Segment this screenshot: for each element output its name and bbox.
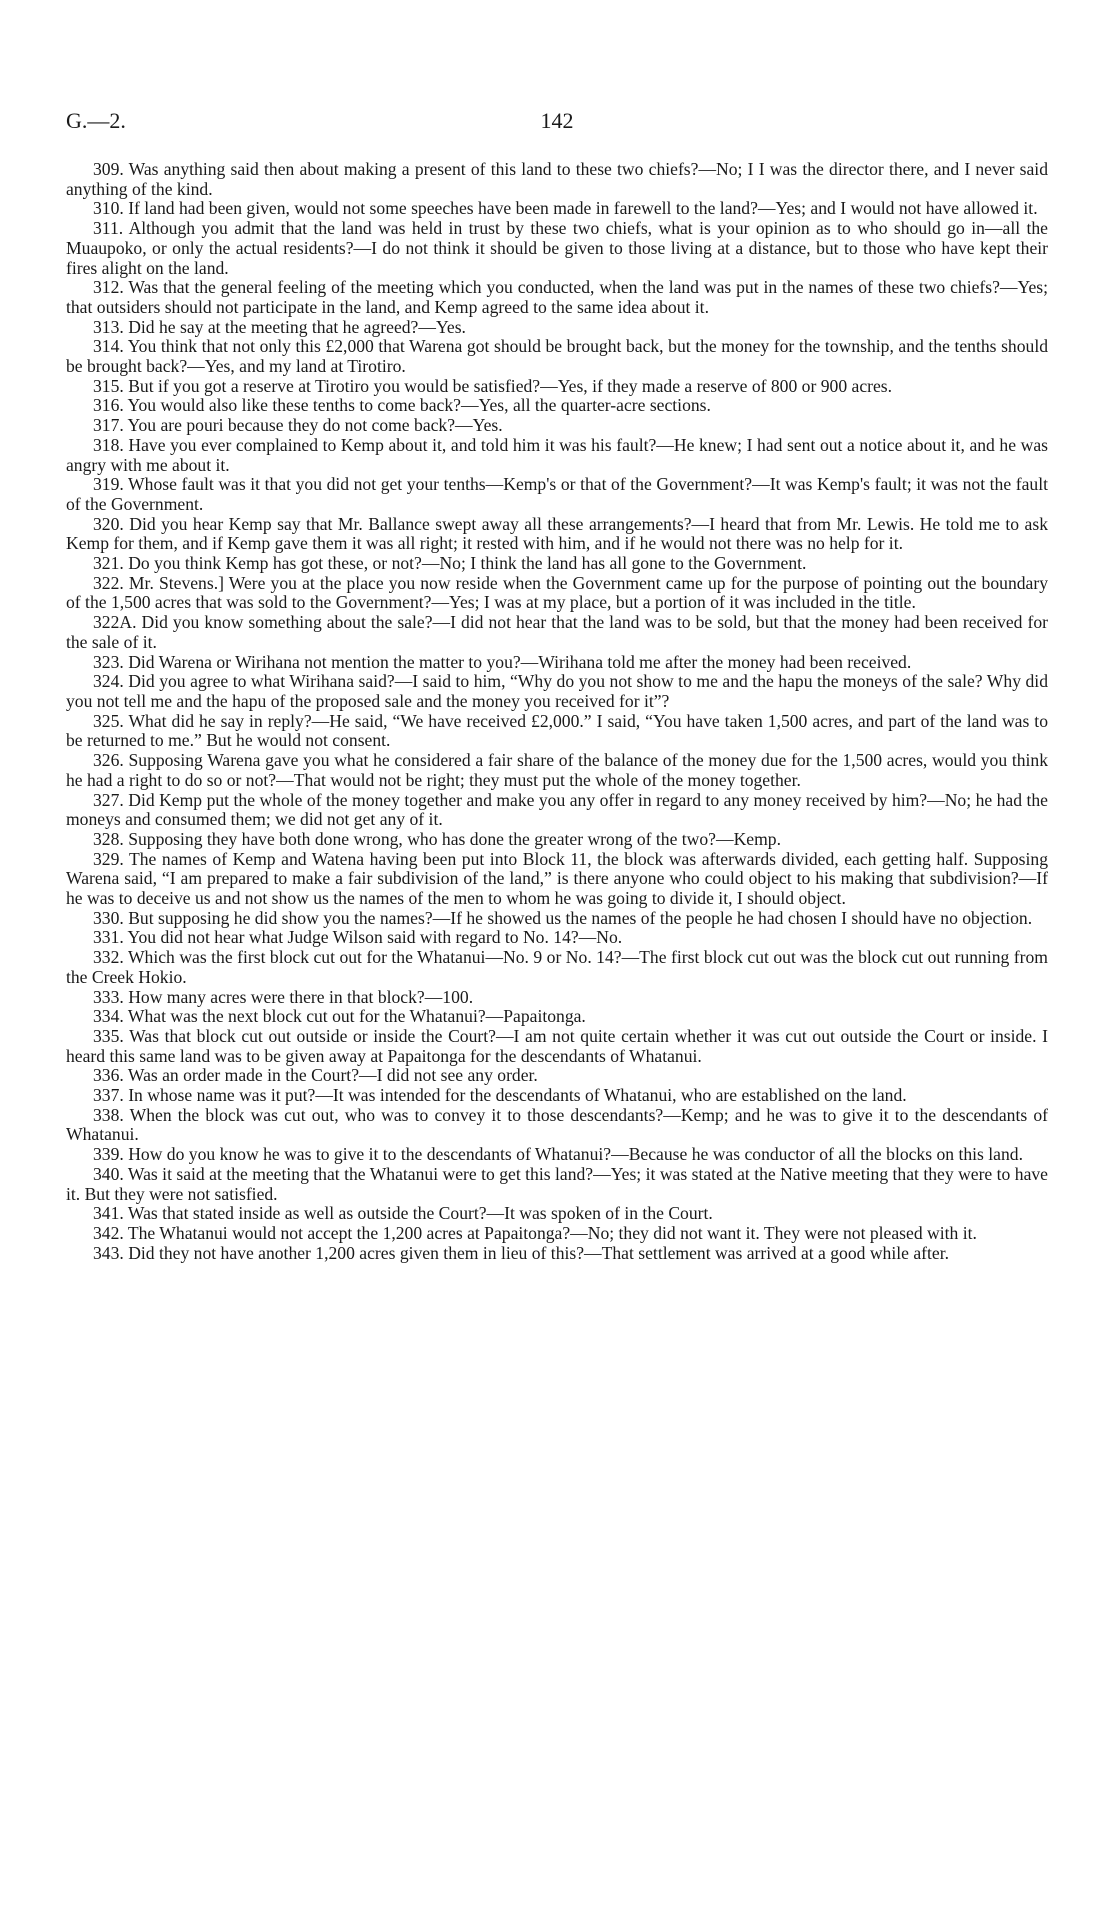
- question-paragraph: 325. What did he say in reply?—He said, “We have received £2,000.” I said, “You have taken 1,500 acres, and part of the land was to be returned to me.” But he would not consent.: [66, 710, 1048, 751]
- page-header: [66, 108, 1048, 138]
- question-paragraph: 332. Which was the first block cut out for the Whatanui—No. 9 or No. 14?—The first block cut out was the block cut out running from the Creek Hokio.: [66, 947, 1048, 987]
- question-paragraph: 331. You did not hear what Judge Wilson said with regard to No. 14?—No.: [93, 927, 623, 948]
- question-paragraph: 313. Did he say at the meeting that he agreed?—Yes.: [93, 316, 466, 337]
- question-paragraph: 322A. Did you know something about the sale?—I did not hear that the land was to be sold, but that the money had been received for the sale of it.: [66, 612, 1048, 652]
- question-paragraph: 314. You think that not only this £2,000 that Warena got should be brought back, but the money for the township, and the tenths should be brought back?—Yes, and my land at Tirotiro.: [66, 336, 1048, 377]
- question-paragraph: 322. Mr. Stevens.] Were you at the place you now reside when the Government came up for the purpose of pointing out the boundary of the 1,500 acres that was sold to the Government?—Yes; I was at my place, but a portion of it was included in the title.: [66, 572, 1048, 613]
- question-paragraph: 311. Although you admit that the land was held in trust by these two chiefs, what is your opinion as to who should go in—all the Muaupoko, or only the actual residents?—I do not think it should be given to those living at a distance, but to those who have kept their fires alight on the land.: [66, 218, 1048, 278]
- question-paragraph: 328. Supposing they have both done wrong, who has done the greater wrong of the two?—Kemp.: [93, 828, 781, 849]
- question-paragraph: 323. Did Warena or Wirihana not mention the matter to you?—Wirihana told me after the money had been received.: [93, 651, 912, 672]
- document-body: [66, 160, 1048, 1263]
- question-paragraph: 319. Whose fault was it that you did not get your tenths—Kemp's or that of the Government?—It was Kemp's fault; it was not the fault of the Government.: [66, 474, 1048, 514]
- question-paragraph: 318. Have you ever complained to Kemp about it, and told him it was his fault?—He knew; I had sent out a notice about it, and he was angry with me about it.: [66, 434, 1048, 475]
- question-paragraph: 327. Did Kemp put the whole of the money together and make you any offer in regard to any money received by him?—No; he had the moneys and consumed them; we did not get any of it.: [66, 789, 1048, 830]
- question-paragraph: 329. The names of Kemp and Watena having been put into Block 11, the block was afterwards divided, each getting half. Supposing Warena said, “I am prepared to make a fair subdivision of the land,” is there anyone who could object to his making that subdivision?—If he was to deceive us and not show us the names of the men to whom he was going to divide it, I should object.: [66, 848, 1048, 909]
- question-paragraph: 316. You would also like these tenths to come back?—Yes, all the quarter-acre sections.: [93, 395, 711, 416]
- question-paragraph: 320. Did you hear Kemp say that Mr. Ballance swept away all these arrangements?—I heard that from Mr. Lewis. He told me to ask Kemp for them, and if Kemp gave them it was all right; it rested with him, and if he would not there was no help for it.: [66, 513, 1048, 554]
- question-paragraph: 309. Was anything said then about making a present of this land to these two chiefs?—No; I I was the director there, and I never said anything of the kind.: [66, 159, 1048, 199]
- question-paragraph: 335. Was that block cut out outside or inside the Court?—I am not quite certain whether it was cut out outside the Court or inside. I heard this same land was to be given away at Papaitonga for the descendants of Whatanui.: [66, 1025, 1048, 1066]
- question-paragraph: 315. But if you got a reserve at Tirotiro you would be satisfied?—Yes, if they made a reserve of 800 or 900 acres.: [93, 375, 893, 396]
- question-paragraph: 339. How do you know he was to give it to the descendants of Whatanui?—Because he was conductor of all the blocks on this land.: [93, 1144, 1023, 1165]
- question-paragraph: 326. Supposing Warena gave you what he considered a fair share of the balance of the money due for the 1,500 acres, would you think he had a right to do so or not?—That would not be right; they must put the whole of the money together.: [66, 750, 1048, 790]
- question-paragraph: 321. Do you think Kemp has got these, or not?—No; I think the land has all gone to the Government.: [93, 553, 807, 574]
- question-paragraph: 310. If land had been given, would not some speeches have been made in farewell to the land?—Yes; and I would not have allowed it.: [93, 198, 1038, 219]
- question-paragraph: 324. Did you agree to what Wirihana said?—I said to him, “Why do you not show to me and the hapu the moneys of the sale? Why did you not tell me and the hapu of the proposed sale and the money you received for it”?: [66, 671, 1048, 711]
- question-paragraph: 340. Was it said at the meeting that the Whatanui were to get this land?—Yes; it was stated at the Native meeting that they were to have it. But they were not satisfied.: [66, 1163, 1048, 1204]
- question-paragraph: 317. You are pouri because they do not come back?—Yes.: [93, 415, 503, 436]
- document-reference: G.—2.: [66, 108, 126, 133]
- question-paragraph: 338. When the block was cut out, who was to convey it to those descendants?—Kemp; and he was to give it to the descendants of Whatanui.: [66, 1104, 1048, 1145]
- question-paragraph: 337. In whose name was it put?—It was intended for the descendants of Whatanui, who are established on the land.: [93, 1085, 907, 1106]
- question-paragraph: 312. Was that the general feeling of the meeting which you conducted, when the land was put in the names of these two chiefs?—Yes; that outsiders should not participate in the land, and Kemp agreed to the same idea about it.: [66, 277, 1048, 317]
- question-paragraph: 330. But supposing he did show you the names?—If he showed us the names of the people he had chosen I should have no objection.: [93, 907, 1033, 928]
- question-paragraph: 333. How many acres were there in that block?—100.: [93, 986, 474, 1007]
- question-paragraph: 342. The Whatanui would not accept the 1,200 acres at Papaitonga?—No; they did not want it. They were not pleased with it.: [93, 1222, 977, 1243]
- question-paragraph: 334. What was the next block cut out for the Whatanui?—Papaitonga.: [93, 1006, 586, 1027]
- question-paragraph: 336. Was an order made in the Court?—I did not see any order.: [93, 1065, 538, 1086]
- question-paragraph: 341. Was that stated inside as well as outside the Court?—It was spoken of in the Court.: [93, 1203, 713, 1224]
- question-paragraph: 343. Did they not have another 1,200 acres given them in lieu of this?—That settlement was arrived at a good while after.: [93, 1242, 949, 1263]
- page-number: 142: [540, 108, 574, 133]
